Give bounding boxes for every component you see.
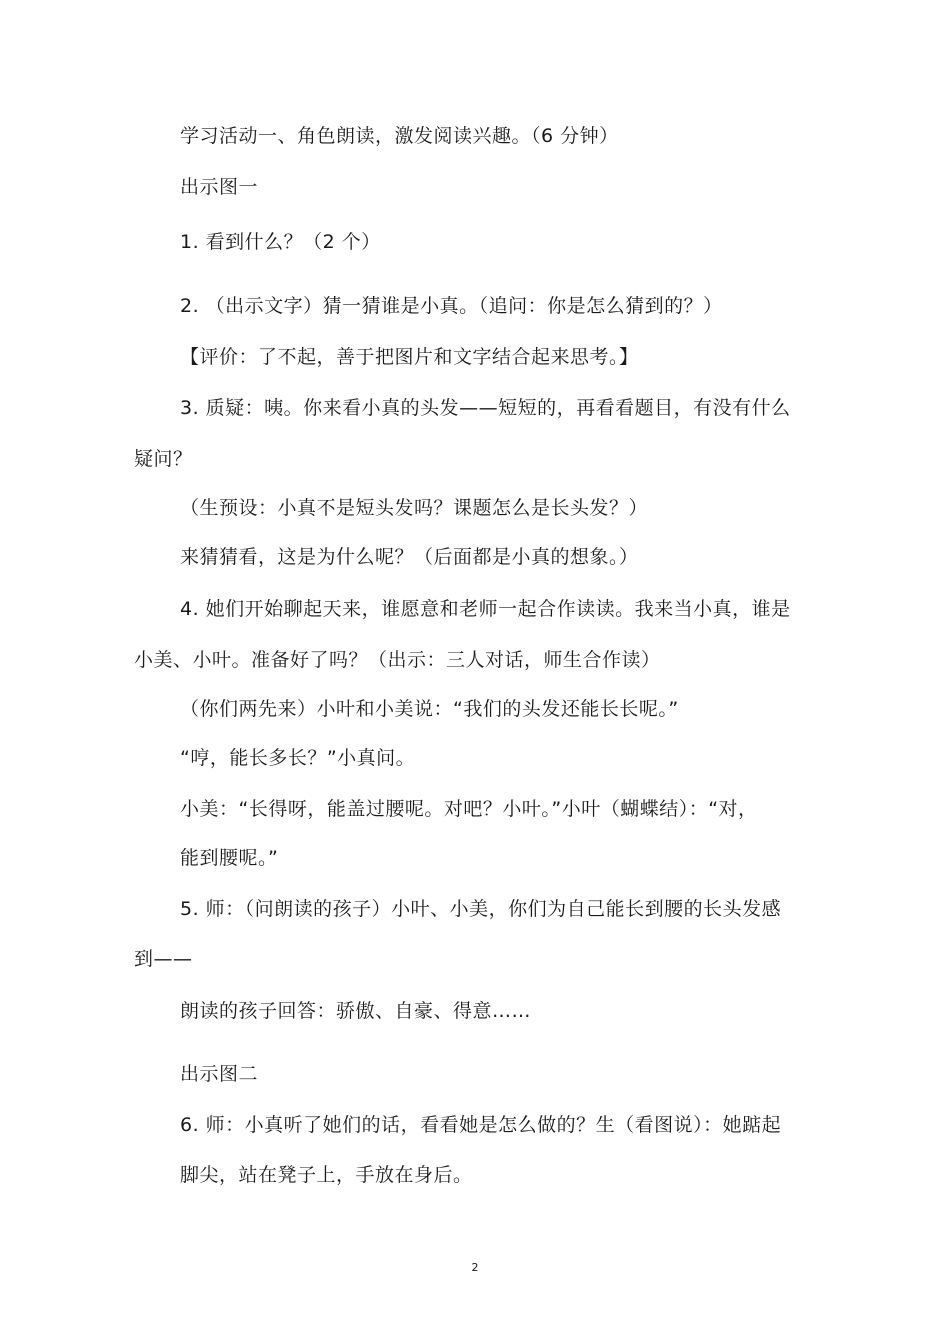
dialogue-2: “哼，能长多长？”小真问。 bbox=[180, 747, 416, 769]
dialogue-1: （你们两先来）小叶和小美说：“我们的头发还能长长呢。” bbox=[180, 698, 679, 720]
show-picture-one: 出示图一 bbox=[180, 176, 259, 198]
item-5-line-1: 5. 师：（问朗读的孩子）小叶、小美，你们为自己能长到腰的长头发感 bbox=[180, 898, 782, 920]
item-4-line-1: 4. 她们开始聊起天来，谁愿意和老师一起合作读读。我来当小真，谁是 bbox=[180, 598, 791, 620]
dialogue-3-line-1: 小美：“长得呀，能盖过腰呢。对吧？小叶。”小叶（蝴蝶结）：“对， bbox=[180, 798, 758, 820]
item-6-line-2: 脚尖，站在凳子上，手放在身后。 bbox=[180, 1164, 473, 1186]
item-3-line-1: 3. 质疑：咦。你来看小真的头发——短短的，再看看题目，有没有什么 bbox=[180, 397, 791, 419]
heading-activity-one: 学习活动一、角色朗读，激发阅读兴趣。（6 分钟） bbox=[180, 125, 619, 147]
student-preset: （生预设：小真不是短头发吗？课题怎么是长头发？） bbox=[180, 497, 649, 519]
guess-question: 来猜猜看，这是为什么呢？（后面都是小真的想象。） bbox=[180, 546, 639, 568]
item-6-line-1: 6. 师：小真听了她们的话，看看她是怎么做的？生（看图说）：她踮起 bbox=[180, 1114, 782, 1136]
child-answer: 朗读的孩子回答：骄傲、自豪、得意…… bbox=[180, 1000, 532, 1022]
item-4-line-2: 小美、小叶。准备好了吗？（出示：三人对话，师生合作读） bbox=[134, 649, 661, 671]
evaluation-note: 【评价：了不起，善于把图片和文字结合起来思考。】 bbox=[180, 346, 639, 368]
item-2: 2. （出示文字）猜一猜谁是小真。（追问：你是怎么猜到的？） bbox=[180, 295, 723, 317]
page-number: 2 bbox=[471, 1261, 479, 1274]
item-5-line-2: 到—— bbox=[134, 948, 193, 970]
item-3-line-2: 疑问？ bbox=[134, 448, 193, 470]
show-picture-two: 出示图二 bbox=[180, 1063, 259, 1085]
item-1: 1. 看到什么？（2 个） bbox=[180, 231, 381, 253]
dialogue-3-line-2: 能到腰呢。” bbox=[180, 847, 279, 869]
